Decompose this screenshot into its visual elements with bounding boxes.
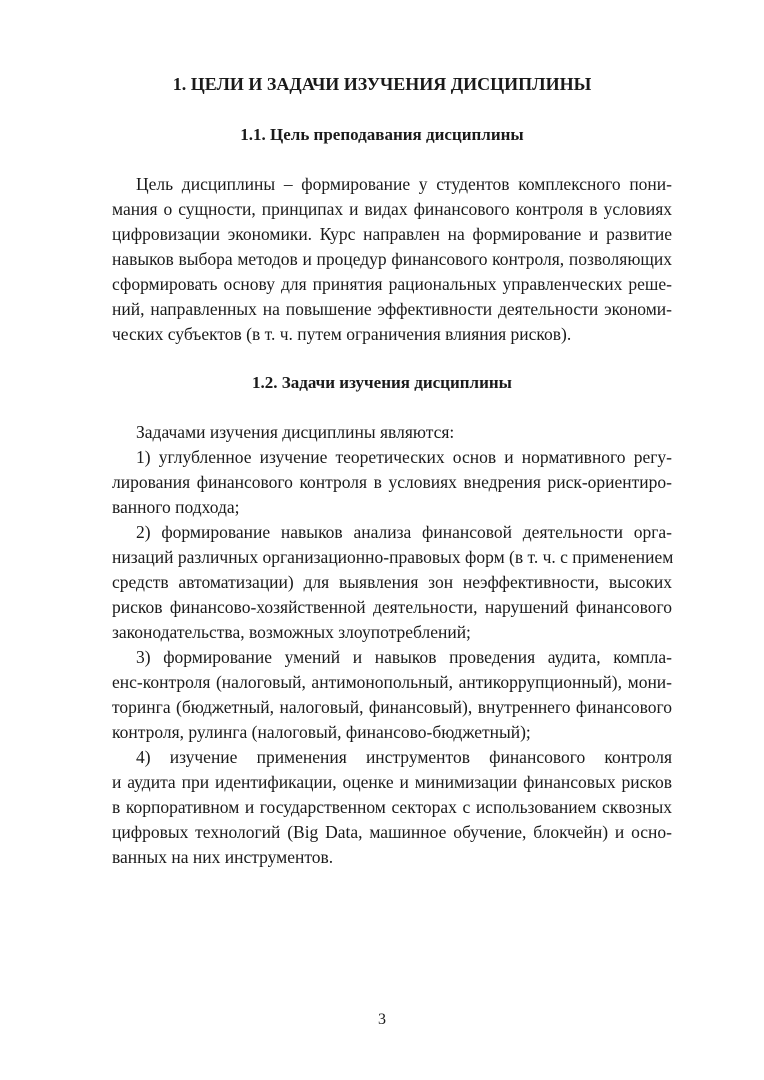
s2-line-16: цифровых технологий (Big Data, машинное обучение, блокчейн) и осно- (112, 822, 672, 842)
s2-line-2: лирования финансового контроля в условиях внедрения риск-ориентиро- (112, 472, 672, 492)
section-2-title: 1.2. Задачи изучения дисциплины (252, 373, 512, 392)
s2-intro: Задачами изучения дисциплины являются: (136, 422, 455, 442)
s2-line-4: 2) формирование навыков анализа финансовой деятельности орга- (136, 522, 672, 542)
s2-line-11: торинга (бюджетный, налоговый, финансовый), внутреннего финансового (112, 697, 672, 717)
s2-line-5: низаций различных организационно-правовых форм (в т. ч. с применением (112, 547, 674, 567)
s1-line-1: Цель дисциплины – формирование у студентов комплексного пони- (136, 174, 672, 194)
s2-line-8: законодательства, возможных злоупотреблений; (112, 622, 471, 642)
s2-line-9: 3) формирование умений и навыков проведения аудита, компла- (136, 647, 672, 667)
s1-line-5: сформировать основу для принятия рациональных управленческих реше- (112, 274, 672, 294)
s2-line-13: 4) изучение применения инструментов финансового контроля (136, 747, 672, 767)
s2-line-7: рисков финансово-хозяйственной деятельности, нарушений финансового (112, 597, 672, 617)
s1-line-2: мания о сущности, принципах и видах финансового контроля в условиях (112, 199, 672, 219)
s2-line-15: в корпоративном и государственном секторах с использованием сквозных (112, 797, 672, 817)
s1-line-6: ний, направленных на повышение эффективности деятельности экономи- (112, 299, 672, 319)
s2-line-3: ванного подхода; (112, 497, 240, 517)
s2-line-10: енс-контроля (налоговый, антимонопольный, антикоррупционный), мони- (112, 672, 672, 692)
s1-line-4: навыков выбора методов и процедур финансового контроля, позволяющих (112, 249, 672, 269)
chapter-heading: 1. ЦЕЛИ И ЗАДАЧИ ИЗУЧЕНИЯ ДИСЦИПЛИНЫ (172, 74, 592, 94)
s2-line-12: контроля, рулинга (налоговый, финансово-бюджетный); (112, 722, 531, 742)
section-1-title: 1.1. Цель преподавания дисциплины (240, 125, 524, 144)
s2-line-17: ванных на них инструментов. (112, 847, 334, 867)
s1-line-7: ческих субъектов (в т. ч. путем ограничения влияния рисков). (112, 324, 572, 344)
s2-line-6: средств автоматизации) для выявления зон неэффективности, высоких (112, 572, 672, 592)
s2-line-14: и аудита при идентификации, оценке и минимизации финансовых рисков (112, 772, 672, 792)
page-number: 3 (378, 1011, 386, 1028)
s2-line-1: 1) углубленное изучение теоретических основ и нормативного регу- (136, 447, 672, 467)
s1-line-3: цифровизации экономики. Курс направлен на формирование и развитие (112, 224, 672, 244)
